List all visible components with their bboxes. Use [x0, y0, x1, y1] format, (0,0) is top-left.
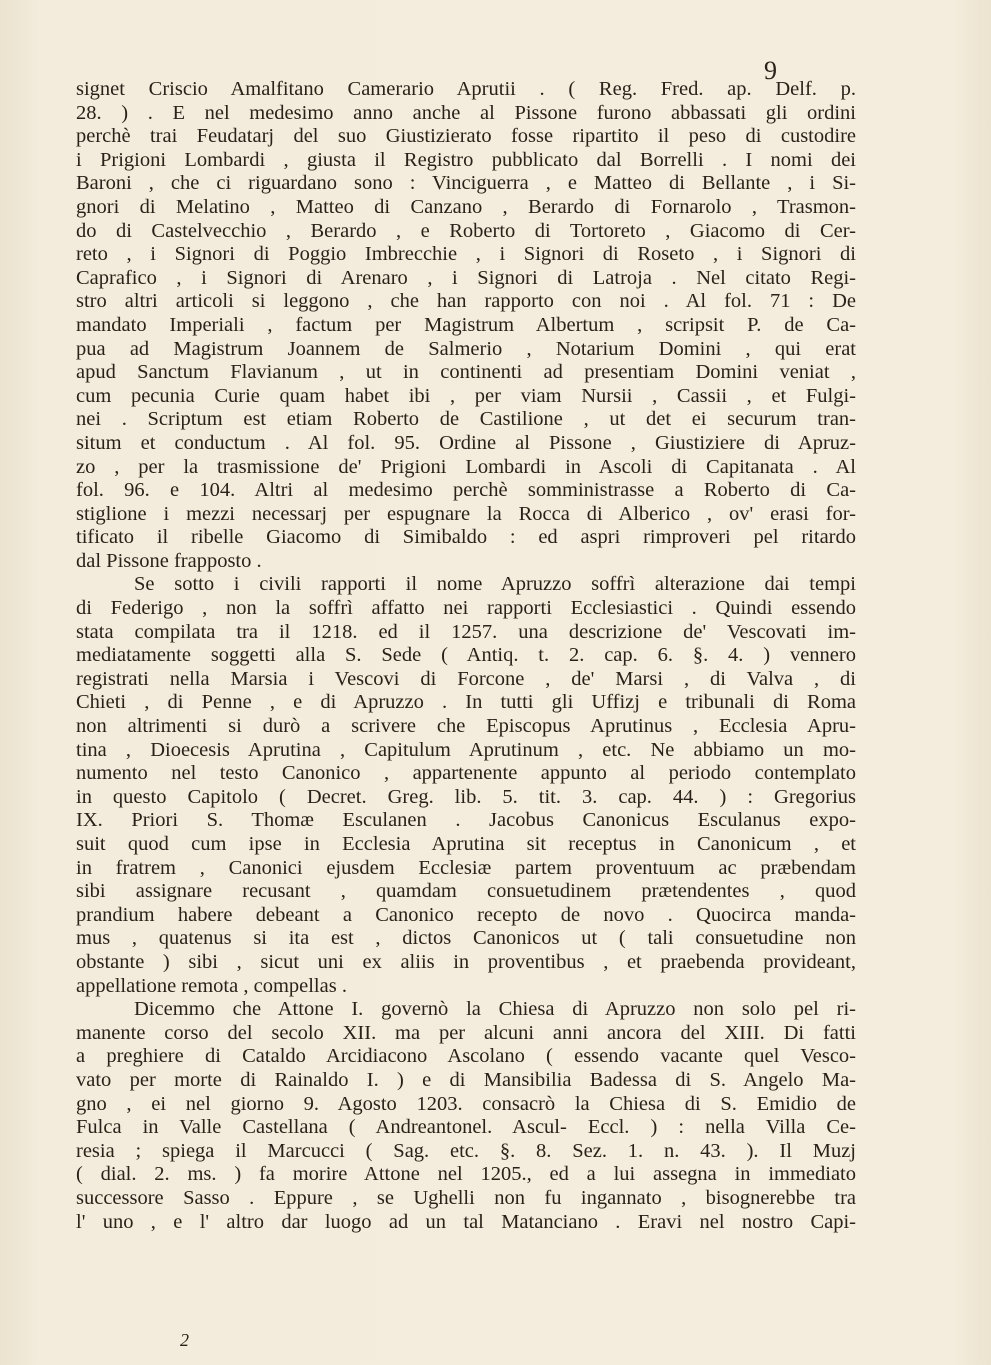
text-line: cum pecunia Curie quam habet ibi , per viam Nursii , Cassii , et Fulgi-: [76, 384, 856, 407]
text-line: perchè trai Feudatarj del suo Giustizierato fosse ripartito il peso di custodire: [76, 125, 856, 148]
text-line: reto , i Signori di Poggio Imbrecchie , i Signori di Roseto , i Signori di: [76, 243, 856, 266]
text-line: signet Criscio Amalfitano Camerario Aprutii . ( Reg. Fred. ap. Delf. p.: [76, 78, 856, 100]
text-line: stro altri articoli si leggono , che han rapporto con noi . Al fol. 71 : De: [76, 290, 856, 313]
text-line: Baroni , che ci riguardano sono : Vinciguerra , e Matteo di Bellante , i Si-: [76, 172, 856, 195]
text-line: situm et conductum . Al fol. 95. Ordine al Pissone , Giustiziere di Apruz-: [76, 431, 856, 454]
signature-mark: 2: [180, 1330, 189, 1350]
text-line: tificato il ribelle Giacomo di Simibaldo : ed aspri rimproveri pel ritardo: [76, 526, 856, 549]
page-number: 9: [764, 56, 777, 85]
text-line: sibi assignare recusant , quamdam consuetudinem prætendentes , quod: [76, 880, 856, 903]
text-line: mandato Imperiali , factum per Magistrum Albertum , scripsit P. de Ca-: [76, 313, 856, 336]
text-line: prandium habere debeant a Canonico recepto de novo . Quocirca manda-: [76, 903, 856, 926]
text-line: IX. Priori S. Thomæ Esculanen . Jacobus Canonicus Esculanus expo-: [76, 809, 856, 832]
text-line: mediatamente soggetti alla S. Sede ( Antiq. t. 2. cap. 6. §. 4. ) vennero: [76, 644, 856, 667]
text-line: vato per morte di Rainaldo I. ) e di Mansibilia Badessa di S. Angelo Ma-: [76, 1068, 856, 1091]
text-line: Dicemmo che Attone I. governò la Chiesa di Apruzzo non solo pel ri-: [134, 998, 856, 1021]
text-line: appellatione remota , compellas .: [76, 974, 347, 997]
text-line: numento nel testo Canonico , appartenente appunto al periodo contemplato: [76, 762, 856, 785]
text-line: suit quod cum ipse in Ecclesia Aprutina sit receptus in Canonicum , et: [76, 833, 856, 855]
text-line: do di Castelvecchio , Berardo , e Roberto di Tortoreto , Giacomo di Cer-: [76, 219, 856, 242]
text-line: apud Sanctum Flavianum , ut in continenti ad presentiam Domini veniat ,: [76, 361, 856, 384]
text-line: dal Pissone frapposto .: [76, 549, 262, 572]
text-line: Fulca in Valle Castellana ( Andreantonel. Ascul- Eccl. ) : nella Villa Ce-: [76, 1116, 856, 1139]
text-line: tina , Dioecesis Aprutina , Capitulum Aprutinum , etc. Ne abbiamo un mo-: [76, 738, 856, 761]
text-line: registrati nella Marsia i Vescovi di Forcone , de' Marsi , di Valva , di: [76, 667, 856, 690]
text-line: nei . Scriptum est etiam Roberto de Castilione , ut det ei securum tran-: [76, 408, 856, 431]
text-line: gno , ei nel giorno 9. Agosto 1203. consacrò la Chiesa di S. Emidio de: [76, 1092, 856, 1115]
text-line: ( dial. 2. ms. ) fa morire Attone nel 1205., ed a lui assegna in immediato: [76, 1163, 856, 1186]
text-line: i Prigioni Lombardi , giusta il Registro pubblicato dal Borrelli . I nomi dei: [76, 148, 856, 171]
text-line: manente corso del secolo XII. ma per alcuni anni ancora del XIII. Di fatti: [76, 1021, 856, 1044]
text-line: 28. ) . E nel medesimo anno anche al Pissone furono abbassati gli ordini: [76, 101, 856, 124]
body-text: [76, 78, 856, 1234]
text-line: resia ; spiega il Marcucci ( Sag. etc. §. 8. Sez. 1. n. 43. ). Il Muzj: [76, 1139, 856, 1162]
text-line: in fratrem , Canonici ejusdem Ecclesiæ partem proventuum ac præbendam: [76, 856, 856, 879]
text-line: l' uno , e l' altro dar luogo ad un tal Matanciano . Eravi nel nostro Capi-: [76, 1210, 856, 1233]
text-line: a preghiere di Cataldo Arcidiacono Ascolano ( essendo vacante quel Vesco-: [76, 1045, 856, 1068]
text-line: gnori di Melatino , Matteo di Canzano , Berardo di Fornarolo , Trasmon-: [76, 195, 856, 218]
text-line: non altrimenti si durò a scrivere che Episcopus Aprutinus , Ecclesia Apru-: [76, 715, 856, 738]
text-line: successore Sasso . Eppure , se Ughelli non fu ingannato , bisognerebbe tra: [76, 1186, 856, 1209]
text-line: stiglione i mezzi necessarj per espugnare la Rocca di Alberico , ov' erasi for-: [76, 502, 856, 525]
text-line: obstante ) sibi , sicut uni ex aliis in proventibus , et praebenda provideant,: [76, 950, 856, 973]
text-line: mus , quatenus si ita est , dictos Canonicos ut ( tali consuetudine non: [76, 927, 856, 950]
text-line: stata compilata tra il 1218. ed il 1257. una descrizione de' Vescovati im-: [76, 620, 856, 643]
text-line: in questo Capitolo ( Decret. Greg. lib. 5. tit. 3. cap. 44. ) : Gregorius: [76, 785, 856, 808]
text-line: Caprafico , i Signori di Arenaro , i Signori di Latroja . Nel citato Regi-: [76, 266, 856, 289]
text-line: Se sotto i civili rapporti il nome Apruzzo soffrì alterazione dai tempi: [134, 573, 856, 596]
text-line: zo , per la trasmissione de' Prigioni Lombardi in Ascoli di Capitanata . Al: [76, 455, 856, 478]
text-line: di Federigo , non la soffrì affatto nei rapporti Ecclesiastici . Quindi essendo: [76, 597, 856, 620]
text-line: pua ad Magistrum Joannem de Salmerio , Notarium Domini , qui erat: [76, 337, 856, 360]
text-line: fol. 96. e 104. Altri al medesimo perchè somministrasse a Roberto di Ca-: [76, 479, 856, 502]
text-line: Chieti , di Penne , e di Apruzzo . In tutti gli Uffizj e tribunali di Roma: [76, 691, 856, 714]
